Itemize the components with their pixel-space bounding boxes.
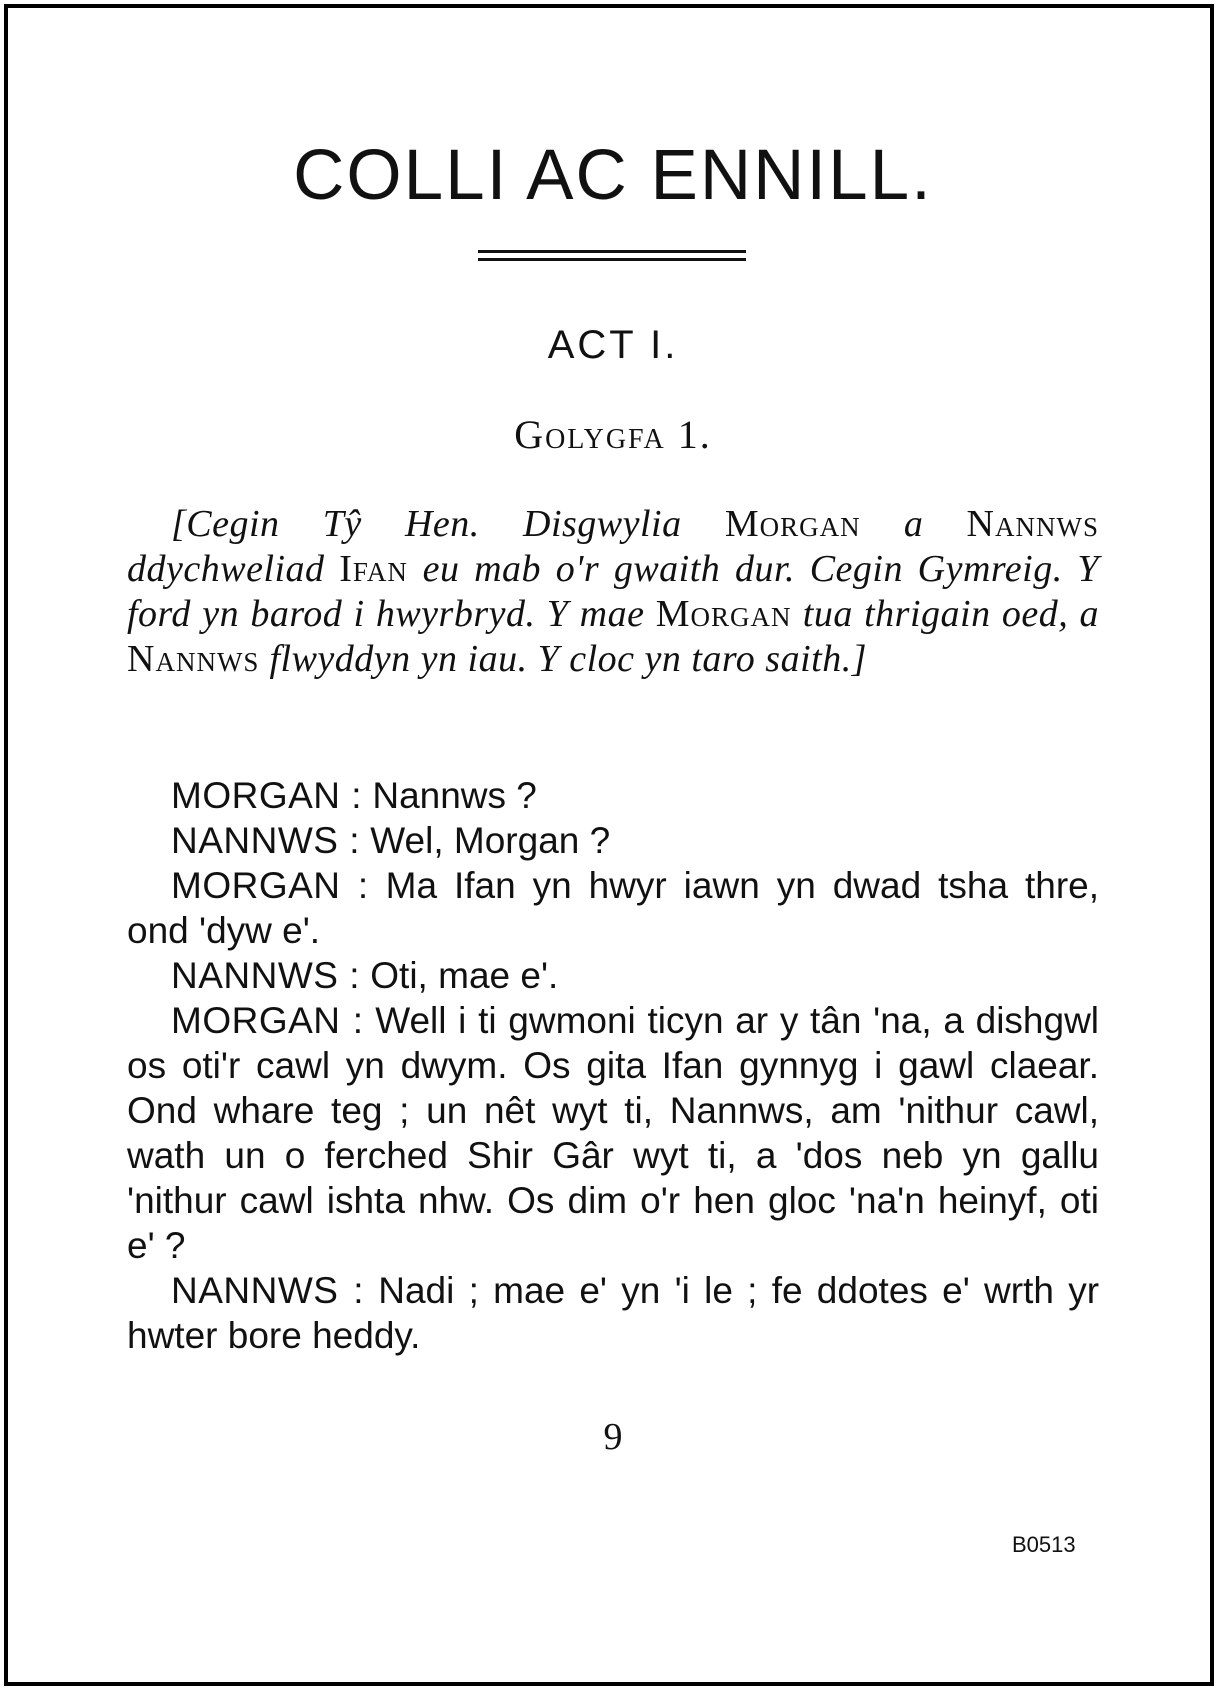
title-rule-lower bbox=[478, 258, 746, 261]
dialogue-line bbox=[127, 953, 1099, 998]
line-text: Ma Ifan yn hwyr iawn yn dwad tsha thre, ond 'dyw e'. bbox=[127, 865, 1100, 951]
character-name: Nannws bbox=[127, 638, 260, 680]
document-code: B0513 bbox=[1012, 1532, 1076, 1557]
act-heading: ACT I. bbox=[547, 323, 679, 367]
line-text: Nannws ? bbox=[372, 775, 537, 816]
speaker: MORGAN : bbox=[171, 865, 369, 906]
line-text: Nadi ; mae e' yn 'i le ; fe ddotes e' wrth yr hwter bore heddy. bbox=[127, 1270, 1100, 1356]
dialogue-line bbox=[127, 1268, 1099, 1358]
character-name: Ifan bbox=[339, 548, 408, 590]
character-name: Morgan bbox=[655, 593, 792, 635]
speaker: NANNWS : bbox=[171, 1270, 364, 1311]
scene-heading: Golygfa 1. bbox=[514, 412, 712, 457]
line-text: Oti, mae e'. bbox=[370, 955, 559, 996]
play-title: COLLI AC ENNILL. bbox=[293, 136, 933, 215]
dialogue-line bbox=[127, 863, 1099, 953]
character-name: Morgan bbox=[724, 503, 861, 545]
character-name: Nannws bbox=[966, 503, 1099, 545]
stage-direction: [Cegin Tŷ Hen. Disgwylia Morgan a Nannws ddychweliad Ifan eu mab o'r gwaith dur. Cegin Gymreig. Y ford yn barod i hwyrbryd. Y mae Morgan tua thrigain oed, a Nannws flwyddyn yn iau. Y cloc yn taro saith.] bbox=[127, 503, 1099, 680]
dialogue-line bbox=[127, 818, 1099, 863]
speaker: NANNWS : bbox=[171, 955, 360, 996]
speaker: MORGAN : bbox=[171, 775, 363, 816]
page-number: 9 bbox=[603, 1416, 623, 1458]
title-rule-upper bbox=[478, 250, 746, 253]
speaker: MORGAN : bbox=[171, 1000, 364, 1041]
dialogue-line bbox=[127, 773, 1099, 818]
speaker: NANNWS : bbox=[171, 820, 360, 861]
line-text: Wel, Morgan ? bbox=[370, 820, 611, 861]
line-text: Well i ti gwmoni ticyn ar y tân 'na, a dishgwl os oti'r cawl yn dwym. Os gita Ifan gynnyg i gawl claear. Ond whare teg ; un nêt wyt ti, Nannws, am 'nithur cawl, wath un o ferched Shir Gâr wyt ti, a 'dos neb yn gallu 'nithur cawl ishta nhw. Os dim o'r hen gloc 'na'n heinyf, oti e' ? bbox=[127, 1000, 1100, 1266]
dialogue-line bbox=[127, 998, 1099, 1268]
dialogue bbox=[127, 773, 1099, 1358]
